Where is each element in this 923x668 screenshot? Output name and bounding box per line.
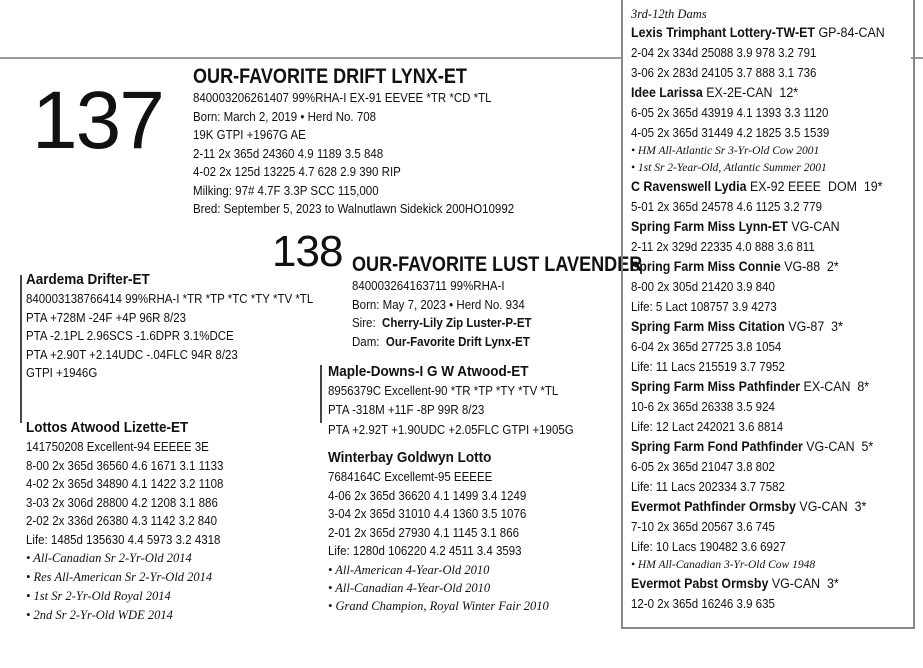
dam-entry-record: 2-04 2x 334d 25088 3.9 978 3.2 791 bbox=[631, 46, 817, 60]
award-line: • HM All-Canadian 3-Yr-Old Cow 1948 bbox=[631, 559, 816, 571]
dam-entry-record: 6-05 2x 365d 43919 4.1 1393 3.3 1120 bbox=[631, 106, 829, 120]
dam-block-line: 141750208 Excellent-94 EEEEE 3E bbox=[26, 440, 209, 454]
lot-138-name: OUR-FAVORITE LUST LAVENDER bbox=[352, 253, 643, 276]
dams-header: 3rd-12th Dams bbox=[631, 7, 707, 21]
dam-entry-name bbox=[631, 177, 890, 197]
dam-entry-record: Life: 12 Lact 242021 3.6 8814 bbox=[631, 420, 784, 434]
dam-entry-name bbox=[631, 83, 890, 103]
dam-entry-classification: VG-CAN 5* bbox=[802, 439, 874, 454]
sire-block-line: PTA +2.90T +2.14UDC -.04FLC 94R 8/23 bbox=[26, 347, 238, 362]
dam-entry-record: 6-05 2x 365d 21047 3.8 802 bbox=[631, 460, 775, 474]
dam-entry-record: 2-11 2x 329d 22335 4.0 888 3.6 811 bbox=[631, 240, 815, 254]
dam-entry-classification: VG-CAN 3* bbox=[795, 499, 867, 514]
lot-138-line: Born: May 7, 2023 • Herd No. 934 bbox=[352, 297, 525, 312]
lot-number-137: 137 bbox=[32, 75, 163, 166]
maternal-sire-line: PTA -318M +11F -8P 99R 8/23 bbox=[328, 402, 485, 417]
dam-entry-classification: VG-CAN bbox=[787, 219, 840, 234]
dam-entry-title: Lexis Trimphant Lottery-TW-ET bbox=[631, 25, 815, 40]
dam-entry-record: Life: 5 Lact 108757 3.9 4273 bbox=[631, 300, 777, 314]
lot-137-line: 19K GTPI +1967G AE bbox=[193, 128, 306, 142]
dam-entry-name bbox=[631, 23, 890, 43]
granddam-line: Life: 1280d 106220 4.2 4511 3.4 3593 bbox=[328, 544, 522, 558]
dam-entry-name bbox=[631, 377, 890, 397]
award-line: • HM All-Atlantic Sr 3-Yr-Old Cow 2001 bbox=[631, 145, 820, 157]
dam-entry-record: 8-00 2x 305d 21420 3.9 840 bbox=[631, 280, 775, 294]
dam-entry-classification: EX-2E-CAN 12* bbox=[702, 85, 799, 100]
top-rule-left bbox=[0, 57, 621, 59]
lot-137-line: 840003206261407 99%RHA-I EX-91 EEVEE *TR *CD *TL bbox=[193, 91, 492, 105]
award-line: • 1st Sr 2-Yr-Old Royal 2014 bbox=[26, 589, 171, 603]
sire-block-line: 840003138766414 99%RHA-I *TR *TP *TC *TY *TV *TL bbox=[26, 292, 314, 306]
award-line: • 1st Sr 2-Year-Old, Atlantic Summer 2001 bbox=[631, 162, 827, 174]
lot-138-sire bbox=[352, 314, 663, 333]
maternal-sire-line: PTA +2.92T +1.90UDC +2.05FLC GTPI +1905G bbox=[328, 423, 574, 437]
dam-entry-record: Life: 10 Lacs 190482 3.6 6927 bbox=[631, 540, 786, 554]
granddam-line: 4-06 2x 365d 36620 4.1 1499 3.4 1249 bbox=[328, 488, 527, 503]
sire-block-line: PTA -2.1PL 2.96SCS -1.6DPR 3.1%DCE bbox=[26, 329, 234, 343]
dam-entry-classification: VG-87 3* bbox=[784, 319, 843, 334]
sire-block-line: PTA +728M -24F +4P 96R 8/23 bbox=[26, 310, 187, 325]
sire-name: Cherry-Lily Zip Luster-P-ET bbox=[382, 316, 532, 330]
sire-block-line: GTPI +1946G bbox=[26, 366, 98, 380]
lot-137-line: 4-02 2x 125d 13225 4.7 628 2.9 390 RIP bbox=[193, 165, 401, 179]
dam-entry-classification: VG-CAN 3* bbox=[768, 576, 839, 591]
granddam-line: 2-01 2x 365d 27930 4.1 1145 3.1 866 bbox=[328, 525, 519, 540]
dam-entry-name bbox=[631, 257, 890, 277]
dam-entry-title: Spring Farm Fond Pathfinder bbox=[631, 439, 803, 454]
lot-138-line: 840003264163711 99%RHA-I bbox=[352, 279, 505, 293]
dam-block-line: Life: 1485d 135630 4.4 5973 3.2 4318 bbox=[26, 532, 221, 547]
granddam-line: 3-04 2x 365d 31010 4.4 1360 3.5 1076 bbox=[328, 507, 527, 521]
dam-block-line: 8-00 2x 365d 36560 4.6 1671 3.1 1133 bbox=[26, 458, 224, 473]
dam-entry-record: Life: 11 Lacs 215519 3.7 7952 bbox=[631, 360, 785, 374]
award-line: • Grand Champion, Royal Winter Fair 2010 bbox=[328, 598, 549, 613]
sire-block-name: Aardema Drifter-ET bbox=[26, 271, 150, 288]
dam-entry-record: 3-06 2x 283d 24105 3.7 888 3.1 736 bbox=[631, 66, 817, 80]
dam-entry-record: 4-05 2x 365d 31449 4.2 1825 3.5 1539 bbox=[631, 126, 830, 140]
lot-137-line: 2-11 2x 365d 24360 4.9 1189 3.5 848 bbox=[193, 146, 384, 161]
dam-entry-title: C Ravenswell Lydia bbox=[631, 179, 747, 194]
pedigree-bracket-sire bbox=[20, 275, 22, 423]
sire-block bbox=[26, 270, 338, 383]
lot-137-line: Born: March 2, 2019 • Herd No. 708 bbox=[193, 109, 377, 124]
dam-block bbox=[26, 418, 241, 625]
dam-entry-title: Evermot Pathfinder Ormsby bbox=[631, 499, 796, 514]
granddam-line: 7684164C Excellemt-95 EEEEE bbox=[328, 470, 493, 484]
dam-entry-title: Spring Farm Miss Citation bbox=[631, 319, 785, 334]
lot-number-138: 138 bbox=[272, 227, 343, 276]
dam-entry-record: 12-0 2x 365d 16246 3.9 635 bbox=[631, 597, 775, 611]
lot-138-dam bbox=[352, 333, 663, 352]
sire-label: Sire: bbox=[352, 316, 376, 330]
maternal-sire-block bbox=[328, 362, 595, 441]
dam-entry-name bbox=[631, 217, 890, 237]
dam-entry-record: 7-10 2x 365d 20567 3.6 745 bbox=[631, 520, 775, 534]
dam-entry-record: 5-01 2x 365d 24578 4.6 1125 3.2 779 bbox=[631, 200, 822, 214]
maternal-sire-name: Maple-Downs-I G W Atwood-ET bbox=[328, 363, 529, 380]
dam-entry-title: Spring Farm Miss Connie bbox=[631, 259, 781, 274]
dam-entry-name bbox=[631, 437, 890, 457]
dam-entry-classification: EX-92 EEEE DOM 19* bbox=[746, 179, 883, 194]
dam-entry-record: 6-04 2x 365d 27725 3.8 1054 bbox=[631, 340, 782, 354]
dam-label: Dam: bbox=[352, 334, 380, 349]
dam-block-name: Lottos Atwood Lizette-ET bbox=[26, 419, 189, 436]
award-line: • All-Canadian Sr 2-Yr-Old 2014 bbox=[26, 551, 192, 565]
dam-name: Our-Favorite Drift Lynx-ET bbox=[385, 334, 530, 349]
dam-entry-title: Spring Farm Miss Pathfinder bbox=[631, 379, 801, 394]
dam-entry-classification: EX-CAN 8* bbox=[800, 379, 870, 394]
dam-block-line: 4-02 2x 365d 34890 4.1 1422 3.2 1108 bbox=[26, 477, 224, 491]
dam-block-line: 3-03 2x 306d 28800 4.2 1208 3.1 886 bbox=[26, 495, 218, 510]
dam-entry-title: Spring Farm Miss Lynn-ET bbox=[631, 219, 788, 234]
award-line: • All-Canadian 4-Year-Old 2010 bbox=[328, 580, 491, 595]
lot-137-line: Bred: September 5, 2023 to Walnutlawn Sidekick 200HO10992 bbox=[193, 202, 515, 216]
dam-entry-name bbox=[631, 497, 890, 517]
lot-137-name: OUR-FAVORITE DRIFT LYNX-ET bbox=[193, 65, 467, 88]
dam-entry-name bbox=[631, 317, 890, 337]
maternal-sire-line: 8956379C Excellent-90 *TR *TP *TY *TV *TL bbox=[328, 384, 559, 398]
granddam-block bbox=[328, 448, 549, 615]
dam-entry-record: Life: 11 Lacs 202334 3.7 7582 bbox=[631, 480, 785, 494]
dam-entry-classification: GP-84-CAN bbox=[815, 25, 885, 40]
lot-137-block bbox=[193, 65, 542, 219]
dam-entry-record: 10-6 2x 365d 26338 3.5 924 bbox=[631, 400, 775, 414]
dam-entry-title: Idee Larissa bbox=[631, 85, 703, 100]
award-line: • All-American 4-Year-Old 2010 bbox=[328, 562, 490, 577]
award-line: • Res All-American Sr 2-Yr-Old 2014 bbox=[26, 570, 213, 584]
lot-137-line: Milking: 97# 4.7F 3.3P SCC 115,000 bbox=[193, 183, 379, 198]
granddam-name: Winterbay Goldwyn Lotto bbox=[328, 449, 492, 466]
dams-panel bbox=[621, 0, 915, 629]
dam-entry-name bbox=[631, 574, 890, 594]
dam-entry-title: Evermot Pabst Ormsby bbox=[631, 576, 769, 591]
dam-entry-classification: VG-88 2* bbox=[780, 259, 839, 274]
dam-block-line: 2-02 2x 336d 26380 4.3 1142 3.2 840 bbox=[26, 514, 217, 528]
award-line: • 2nd Sr 2-Yr-Old WDE 2014 bbox=[26, 608, 173, 622]
